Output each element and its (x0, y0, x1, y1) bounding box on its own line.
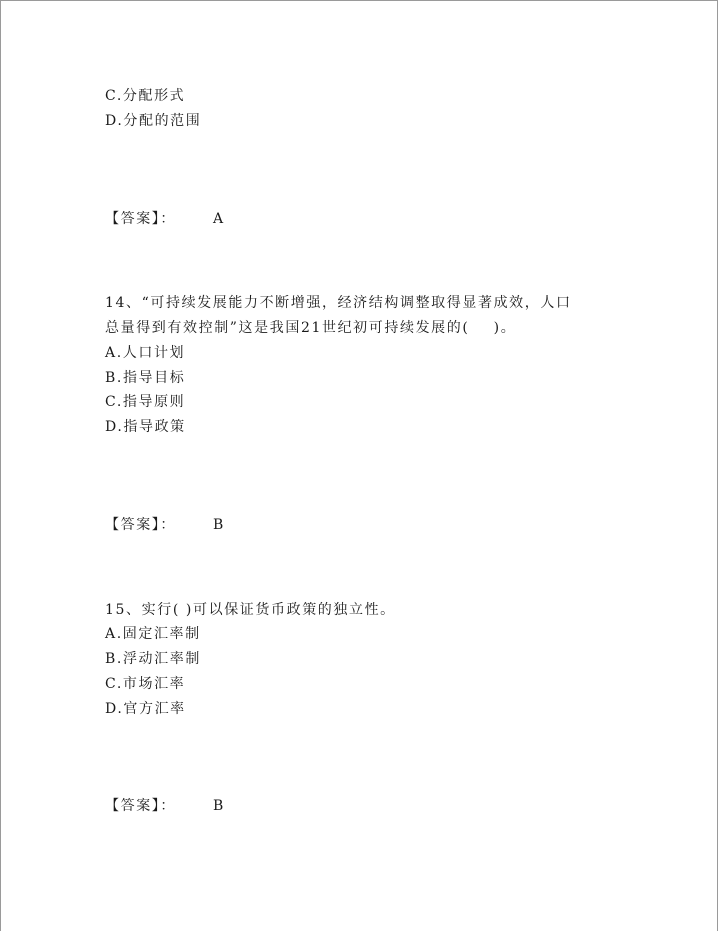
q14-stem-line-2: 总量得到有效控制”这是我国21世纪初可持续发展的( )。 (105, 320, 517, 336)
q15-option-c: C.市场汇率 (105, 676, 186, 692)
q14-option-c: C.指导原则 (105, 394, 186, 410)
q13-answer-value: A (213, 211, 224, 227)
q14-option-d: D.指导政策 (105, 419, 186, 435)
q15-option-d: D.官方汇率 (105, 701, 186, 717)
q15-answer-value: B (213, 798, 224, 814)
q14-answer-label: 【答案】： (105, 517, 176, 533)
q14-answer-value: B (213, 517, 224, 533)
q15-option-b: B.浮动汇率制 (105, 651, 201, 667)
q14-stem-line-1: 14、“可持续发展能力不断增强，经济结构调整取得显著成效，人口 (105, 295, 572, 311)
q14-option-b: B.指导目标 (105, 370, 186, 386)
q14-answer-row (105, 516, 224, 534)
q13-answer-label: 【答案】： (105, 211, 176, 227)
q13-option-c: C.分配形式 (105, 88, 186, 104)
q13-answer-row (105, 210, 224, 228)
q14-option-a: A.人口计划 (105, 345, 186, 361)
q15-answer-row (105, 797, 224, 815)
q15-answer-label: 【答案】： (105, 798, 176, 814)
q15-option-a: A.固定汇率制 (105, 626, 201, 642)
q15-stem-line-1: 15、实行( )可以保证货币政策的独立性。 (105, 602, 396, 618)
q13-option-d: D.分配的范围 (105, 113, 202, 129)
